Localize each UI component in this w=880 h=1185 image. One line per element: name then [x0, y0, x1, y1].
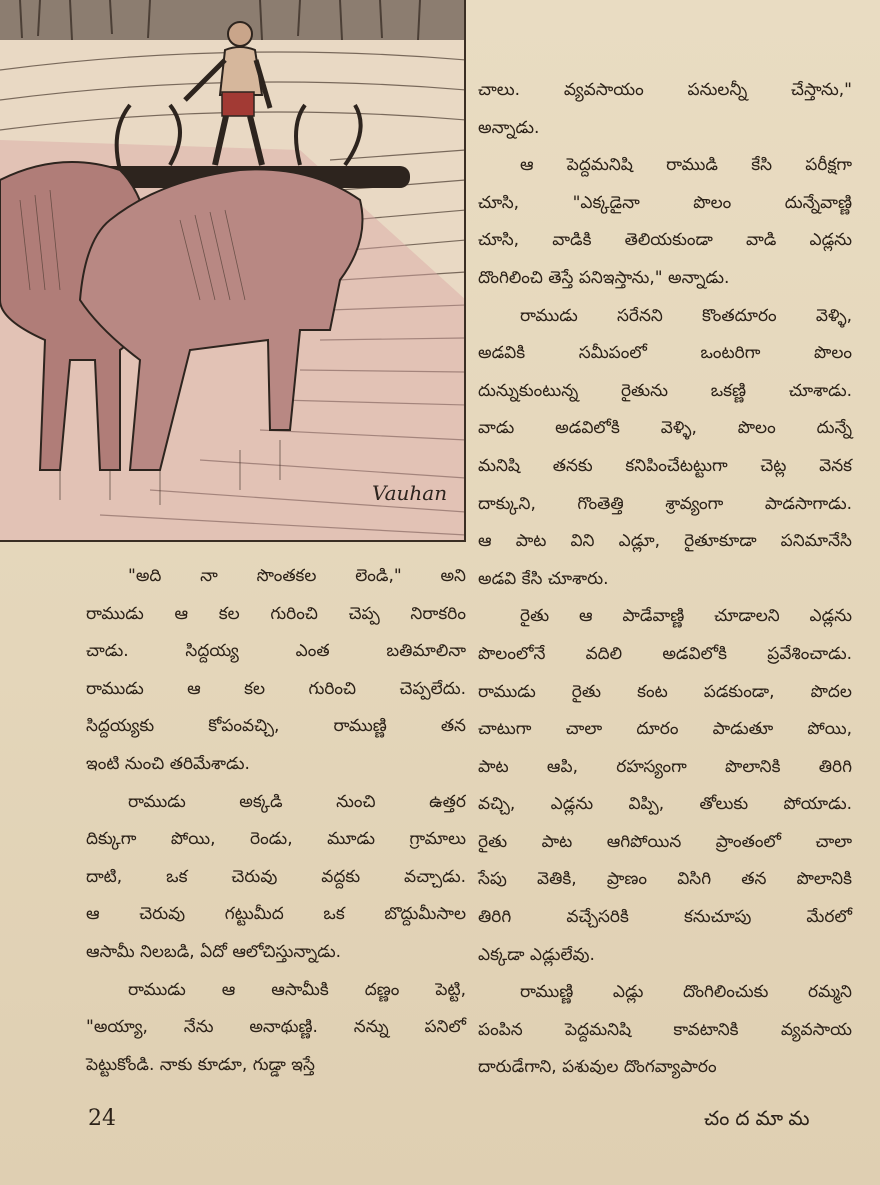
text-line: వాడు అడవిలోకి వెళ్ళి, పొలం దున్నే [478, 418, 852, 439]
story-paragraph [478, 598, 852, 974]
text-line: రాముడు సరేనని కొంతదూరం వెళ్ళి, [520, 305, 852, 326]
story-paragraph [86, 784, 466, 972]
text-line: దిక్కుగా పోయి, రెండు, మూడు గ్రామాలు [86, 829, 466, 850]
story-paragraph [478, 147, 852, 297]
text-line: అడవికి సమీపంలో ఒంటరిగా పొలం [478, 343, 852, 364]
text-line: పాట ఆపి, రహస్యంగా పొలానికి తిరిగి [478, 756, 852, 777]
left-text-column [86, 558, 466, 1084]
text-line: దాటి, ఒక చెరువు వద్దకు వచ్చాడు. [86, 866, 466, 887]
text-line: రాముణ్ణి ఎడ్లు దొంగిలించుకు రమ్మని [520, 982, 852, 1003]
farmer-with-oxen-drawing [0, 0, 466, 542]
text-line: దారుడేగాని, పశువుల దొంగవ్యాపారం [478, 1057, 717, 1078]
text-line: పొలంలోనే వదిలి అడవిలోకి ప్రవేశించాడు. [478, 643, 852, 664]
text-line: పెట్టుకోండి. నాకు కూడూ, గుడ్డా ఇస్తే [86, 1054, 315, 1075]
text-line: ఆ పాట విని ఎడ్లూ, రైతూకూడా పనిమానేసి [478, 531, 852, 552]
text-line: అన్నాడు. [478, 117, 540, 138]
text-line: రాముడు ఆ కల గురించి చెప్ప నిరాకరిం [86, 603, 466, 624]
text-line: చూసి, వాడికి తెలియకుండా వాడి ఎడ్లను [478, 230, 852, 251]
page-number: 24 [88, 1106, 116, 1131]
text-line: తిరిగి వచ్చేసరికి కనుచూపు మేరలో [478, 907, 852, 928]
text-line: సిద్దయ్యకు కోపంవచ్చి, రాముణ్ణి తన [86, 716, 466, 737]
text-line: దున్నుకుంటున్న రైతును ఒకణ్ణి చూశాడు. [478, 380, 852, 401]
text-line: పంపిన పెద్దమనిషి కావటానికి వ్యవసాయ [478, 1019, 852, 1040]
text-line: ఇంటి నుంచి తరిమేశాడు. [86, 753, 250, 774]
story-paragraph [478, 974, 852, 1087]
story-paragraph [86, 558, 466, 784]
text-line: రాముడు అక్కడి నుంచి ఉత్తర [128, 791, 466, 812]
text-line: అడవి కేసి చూశారు. [478, 568, 609, 589]
text-line: "అది నా సొంతకల లెండి," అని [128, 566, 466, 586]
text-line: ఆ పెద్దమనిషి రాముడి కేసి పరీక్షగా [520, 155, 852, 176]
artist-signature: Vauhan [372, 481, 448, 505]
text-line: దాక్కుని, గొంతెత్తి శ్రావ్యంగా పాడసాగాడు. [478, 493, 852, 514]
text-line: మనిషి తనకు కనిపించేటట్టుగా చెట్ల వెనక [478, 455, 852, 476]
text-line: ఆసామీ నిలబడి, ఏదో ఆలోచిస్తున్నాడు. [86, 941, 342, 962]
text-line: దొంగిలించి తెస్తే పనిఇస్తాను," అన్నాడు. [478, 267, 730, 288]
story-paragraph [86, 972, 466, 1085]
text-line: రాముడు ఆ ఆసామీకి దణ్ణం పెట్టి, [128, 979, 466, 1000]
text-line: చాడు. సిద్దయ్య ఎంత బతిమాలినా [86, 641, 466, 662]
text-line: వచ్చి, ఎడ్లను విప్పి, తోలుకు పోయాడు. [478, 794, 852, 815]
text-line: రైతు ఆ పాడేవాణ్ణి చూడాలని ఎడ్లను [520, 606, 852, 627]
text-line: ఆ చెరువు గట్టుమీద ఒక బొద్దుమీసాల [86, 904, 466, 925]
story-paragraph [478, 298, 852, 599]
text-line: రాముడు ఆ కల గురించి చెప్పలేదు. [86, 678, 466, 699]
text-line: "అయ్యా, నేను అనాథుణ్ణి. నన్ను పనిలో [86, 1017, 466, 1038]
text-line: ఎక్కడా ఎడ్లులేవు. [478, 944, 595, 965]
text-line: రాముడు రైతు కంట పడకుండా, పొదల [478, 681, 852, 702]
text-line: రైతు పాట ఆగిపోయిన ప్రాంతంలో చాలా [478, 831, 852, 852]
text-line: చాలు. వ్యవసాయం పనులన్నీ చేస్తాను," [478, 80, 852, 100]
right-text-column [478, 72, 852, 1087]
text-line: చూసి, "ఎక్కడైనా పొలం దున్నేవాణ్ణి [478, 192, 852, 213]
text-line: సేపు వెతికి, ప్రాణం విసిగి తన పొలానికి [478, 869, 852, 890]
text-line: చాటుగా చాలా దూరం పాడుతూ పోయి, [478, 719, 852, 740]
story-paragraph [478, 72, 852, 147]
story-illustration [0, 0, 466, 542]
magazine-name: చందమామ [704, 1106, 816, 1130]
